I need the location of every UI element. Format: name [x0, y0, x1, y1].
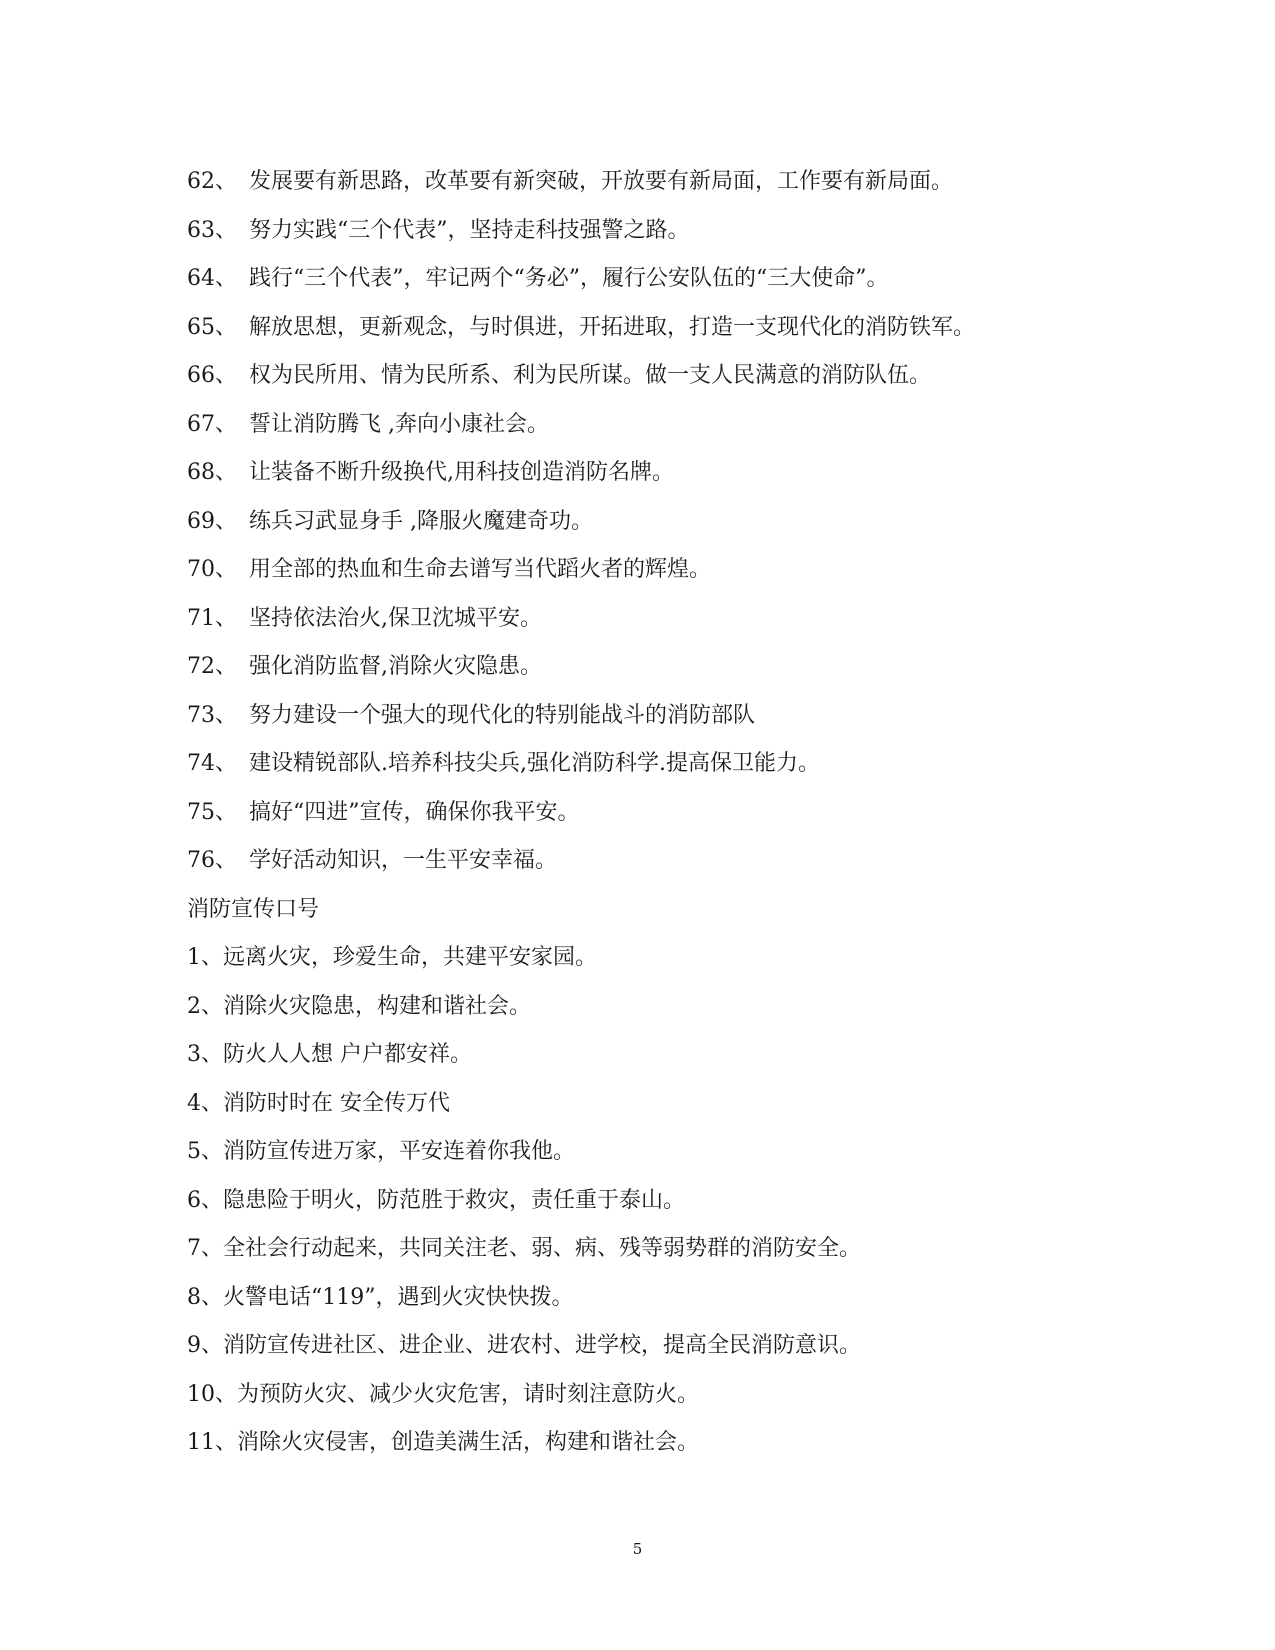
slogan-item: 5、消防宣传进万家，平安连着你我他。 — [187, 1139, 575, 1164]
list-item — [187, 740, 1087, 789]
item-text: 努力实践“三个代表”，坚持走科技强警之路。 — [249, 217, 690, 243]
list-item — [187, 401, 1087, 450]
item-number: 73、 — [187, 702, 237, 728]
item-text: 搞好“四进”宣传，确保你我平安。 — [249, 799, 580, 825]
item-number: 63、 — [187, 217, 237, 243]
item-number: 64、 — [187, 266, 237, 291]
item-number: 65、 — [187, 314, 237, 340]
item-number: 74、 — [187, 751, 237, 776]
slogan-item: 1、远离火灾，珍爱生命，共建平安家园。 — [187, 945, 597, 970]
item-number: 68、 — [187, 460, 237, 485]
slogan-item: 9、消防宣传进社区、进企业、进农村、进学校，提高全民消防意识。 — [187, 1333, 861, 1358]
item-number: 69、 — [187, 508, 237, 534]
item-text: 权为民所用、情为民所系、利为民所谋。做一支人民满意的消防队伍。 — [249, 363, 932, 388]
list-item — [187, 255, 1087, 304]
item-text: 学好活动知识，一生平安幸福。 — [249, 848, 558, 873]
item-text: 践行“三个代表”，牢记两个“务必”，履行公安队伍的“三大使命”。 — [249, 266, 889, 291]
list-item — [187, 595, 1087, 644]
list-item — [187, 449, 1087, 498]
slogan-item: 2、消除火灾隐患，构建和谐社会。 — [187, 993, 531, 1019]
item-text: 建设精锐部队.培养科技尖兵,强化消防科学.提高保卫能力。 — [249, 751, 820, 776]
list-item — [187, 352, 1087, 401]
item-text: 让装备不断升级换代,用科技创造消防名牌。 — [249, 460, 674, 485]
item-number: 66、 — [187, 363, 237, 388]
list-item — [187, 304, 1087, 353]
item-text: 解放思想，更新观念，与时俱进，开拓进取，打造一支现代化的消防铁军。 — [249, 314, 976, 340]
list-item — [187, 837, 1087, 886]
page-number: 5 — [632, 1540, 643, 1558]
item-number: 67、 — [187, 411, 237, 437]
list-item — [187, 789, 1087, 838]
item-number: 62、 — [187, 169, 237, 194]
slogan-item: 10、为预防火灾、减少火灾危害，请时刻注意防火。 — [187, 1381, 699, 1407]
document-body — [187, 158, 1087, 1468]
list-item — [187, 498, 1087, 547]
item-text: 用全部的热血和生命去谱写当代蹈火者的辉煌。 — [249, 557, 712, 582]
list-item — [187, 643, 1087, 692]
item-text: 强化消防监督,消除火灾隐患。 — [249, 654, 542, 679]
section-heading: 消防宣传口号 — [187, 896, 320, 922]
item-number: 76、 — [187, 848, 237, 873]
item-text: 发展要有新思路，改革要有新突破，开放要有新局面，工作要有新局面。 — [249, 169, 954, 194]
item-number: 70、 — [187, 557, 237, 582]
item-text: 努力建设一个强大的现代化的特别能战斗的消防部队 — [249, 702, 756, 728]
slogan-item: 7、全社会行动起来，共同关注老、弱、病、残等弱势群的消防安全。 — [187, 1236, 861, 1261]
numbered-list — [187, 158, 1087, 886]
item-text: 坚持依法治火,保卫沈城平安。 — [249, 605, 542, 631]
item-text: 练兵习武显身手 ,降服火魔建奇功。 — [249, 508, 593, 534]
item-text: 誓让消防腾飞 ,奔向小康社会。 — [249, 411, 549, 437]
list-item — [187, 158, 1087, 207]
list-item — [187, 692, 1087, 741]
item-number: 75、 — [187, 799, 237, 825]
slogan-item: 4、消防时时在 安全传万代 — [187, 1090, 450, 1116]
item-number: 72、 — [187, 654, 237, 679]
slogan-item: 3、防火人人想 户户都安祥。 — [187, 1042, 472, 1067]
slogan-list — [187, 934, 1087, 1468]
slogan-item: 6、隐患险于明火，防范胜于救灾，责任重于泰山。 — [187, 1187, 685, 1213]
list-item — [187, 207, 1087, 256]
slogan-item: 11、消除火灾侵害，创造美满生活，构建和谐社会。 — [187, 1430, 699, 1455]
item-number: 71、 — [187, 605, 237, 631]
list-item — [187, 546, 1087, 595]
slogan-item: 8、火警电话“119”，遇到火灾快快拨。 — [187, 1284, 574, 1310]
